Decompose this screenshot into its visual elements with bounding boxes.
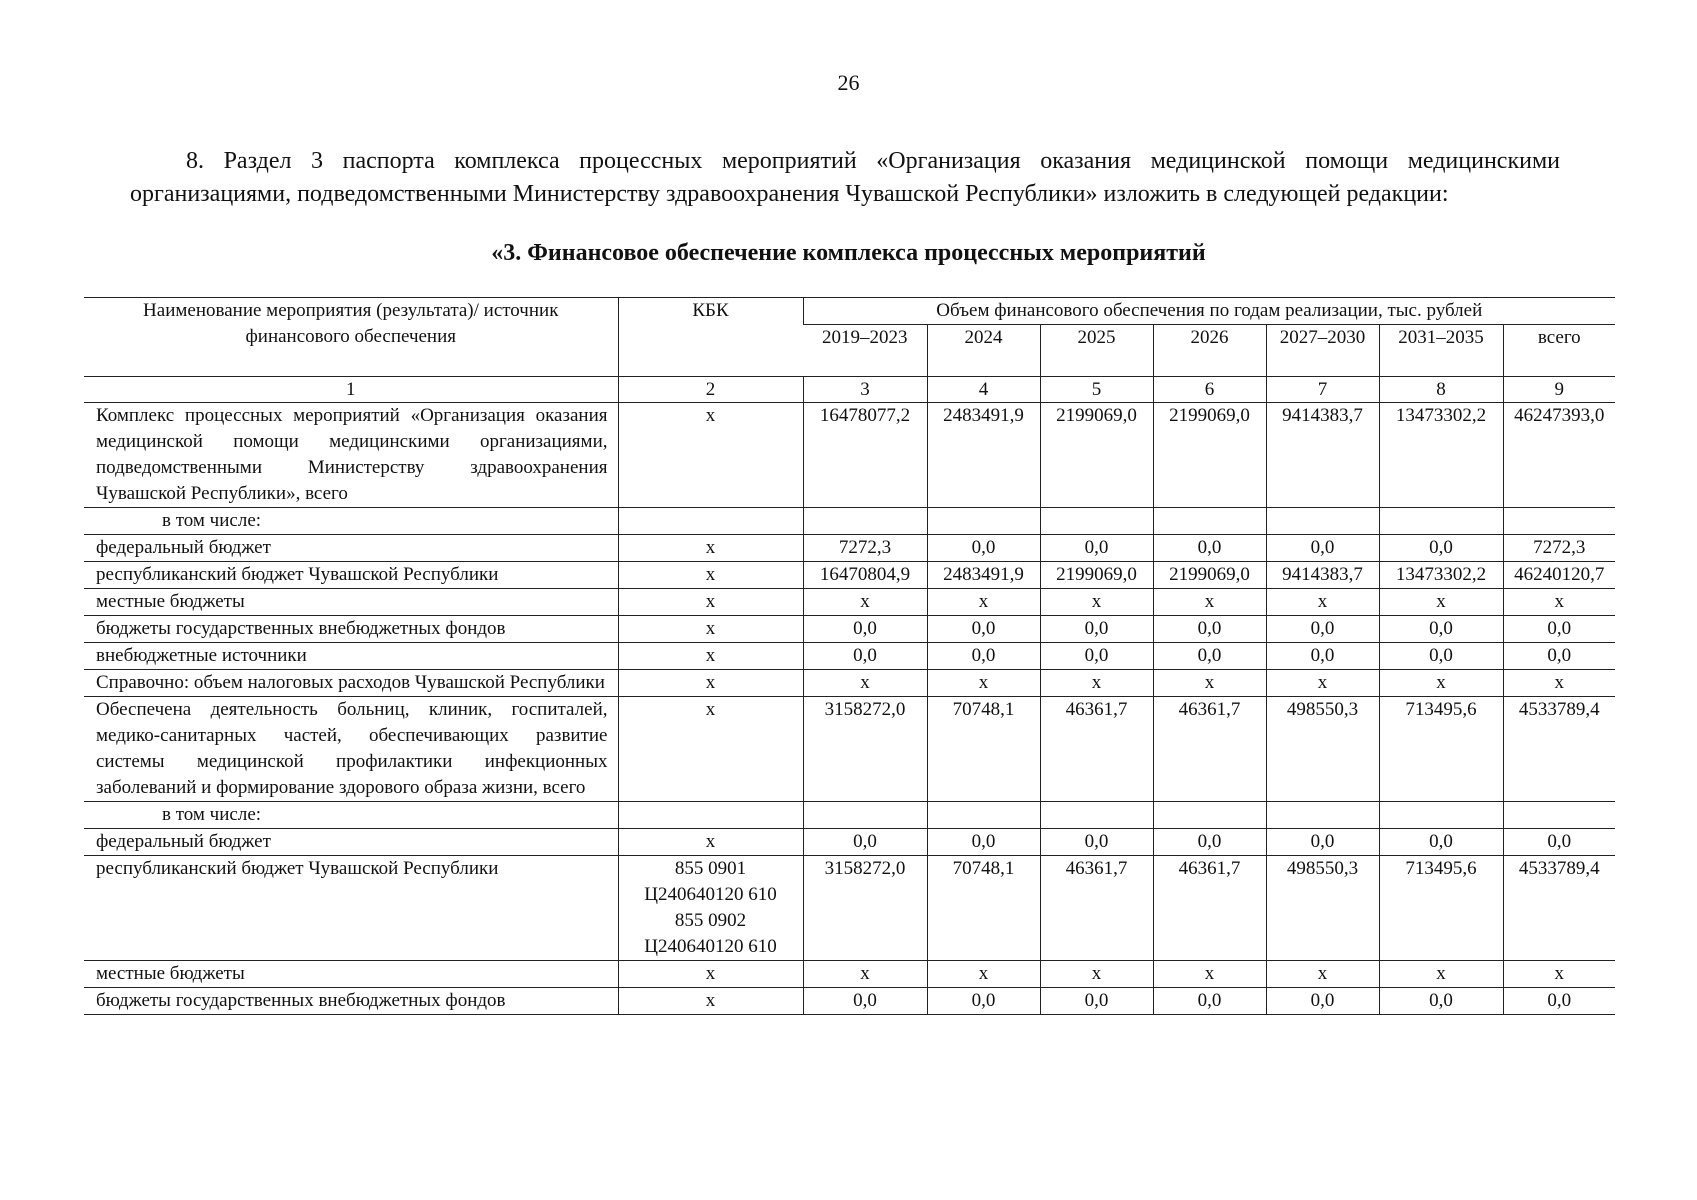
- row-value: х: [1503, 670, 1615, 697]
- column-number: 3: [803, 377, 927, 403]
- column-number: 1: [84, 377, 618, 403]
- row-value: [927, 508, 1040, 535]
- row-kbk: х: [618, 829, 803, 856]
- row-value: [803, 802, 927, 829]
- row-value: [927, 802, 1040, 829]
- intro-paragraph: 8. Раздел 3 паспорта комплекса процессных мероприятий «Организация оказания медицинской помощи медицинскими организациями, подведомственными Министерству здравоохранения Чувашской Республики» изложить в следующей редакции:: [130, 148, 1560, 207]
- row-value: 46361,7: [1040, 856, 1153, 961]
- row-value: 13473302,2: [1379, 403, 1503, 508]
- row-value: 0,0: [1040, 535, 1153, 562]
- row-name: местные бюджеты: [84, 589, 618, 616]
- kbk-line: Ц240640120 610: [644, 884, 777, 905]
- row-value: х: [1040, 961, 1153, 988]
- row-value: х: [1266, 589, 1379, 616]
- row-value: [1379, 508, 1503, 535]
- table-body: [84, 403, 1615, 1015]
- row-name: в том числе:: [84, 508, 618, 535]
- row-value: 0,0: [803, 616, 927, 643]
- row-name: республиканский бюджет Чувашской Республики: [84, 562, 618, 589]
- column-number: 6: [1153, 377, 1266, 403]
- row-value: 0,0: [1153, 829, 1266, 856]
- row-value: х: [927, 670, 1040, 697]
- row-value: 0,0: [1040, 988, 1153, 1015]
- kbk-line: Ц240640120 610: [644, 936, 777, 957]
- row-value: 70748,1: [927, 697, 1040, 802]
- table-row: [84, 961, 1615, 988]
- row-value: 16478077,2: [803, 403, 927, 508]
- header-row-top: [84, 298, 1615, 325]
- header-year: 2031–2035: [1379, 325, 1503, 377]
- row-value: 2483491,9: [927, 403, 1040, 508]
- header-year: всего: [1503, 325, 1615, 377]
- row-value: 0,0: [1266, 829, 1379, 856]
- row-value: 9414383,7: [1266, 562, 1379, 589]
- row-value: 0,0: [1266, 616, 1379, 643]
- row-value: [1153, 802, 1266, 829]
- row-value: х: [1153, 589, 1266, 616]
- row-name: бюджеты государственных внебюджетных фондов: [84, 988, 618, 1015]
- row-value: х: [1379, 589, 1503, 616]
- row-value: 0,0: [1153, 616, 1266, 643]
- row-value: 70748,1: [927, 856, 1040, 961]
- row-name: внебюджетные источники: [84, 643, 618, 670]
- row-value: 0,0: [1503, 988, 1615, 1015]
- header-year: 2025: [1040, 325, 1153, 377]
- column-number: 5: [1040, 377, 1153, 403]
- row-value: х: [803, 670, 927, 697]
- table-row: [84, 562, 1615, 589]
- row-value: 0,0: [927, 643, 1040, 670]
- kbk-line: 855 0901: [674, 858, 747, 879]
- row-name: Комплекс процессных мероприятий «Организация оказания медицинской помощи медицинскими организациями, подведомственными Министерству здравоохранения Чувашской Республики», всего: [84, 403, 618, 508]
- row-value: 0,0: [803, 829, 927, 856]
- row-value: 4533789,4: [1503, 697, 1615, 802]
- row-value: 7272,3: [803, 535, 927, 562]
- table-row: [84, 535, 1615, 562]
- row-value: 0,0: [1379, 988, 1503, 1015]
- row-value: 2199069,0: [1153, 562, 1266, 589]
- row-value: 2199069,0: [1040, 562, 1153, 589]
- row-kbk: х: [618, 670, 803, 697]
- row-value: 0,0: [1379, 643, 1503, 670]
- column-numbers-row: [84, 377, 1615, 403]
- column-number: 4: [927, 377, 1040, 403]
- row-value: 0,0: [1379, 616, 1503, 643]
- row-value: 0,0: [1503, 829, 1615, 856]
- row-value: [1040, 508, 1153, 535]
- row-value: 0,0: [1040, 643, 1153, 670]
- row-value: 0,0: [1379, 535, 1503, 562]
- financing-table: [84, 297, 1615, 1015]
- row-kbk: х: [618, 589, 803, 616]
- row-value: х: [1266, 961, 1379, 988]
- row-value: х: [1040, 589, 1153, 616]
- row-value: 0,0: [803, 643, 927, 670]
- row-kbk: х: [618, 988, 803, 1015]
- column-number: 2: [618, 377, 803, 403]
- table-row: [84, 589, 1615, 616]
- row-name: Справочно: объем налоговых расходов Чувашской Республики: [84, 670, 618, 697]
- header-kbk: КБК: [618, 298, 803, 377]
- row-value: х: [1153, 961, 1266, 988]
- row-value: 0,0: [927, 829, 1040, 856]
- row-value: х: [803, 589, 927, 616]
- row-value: 16470804,9: [803, 562, 927, 589]
- table-row: [84, 670, 1615, 697]
- row-kbk: х: [618, 697, 803, 802]
- row-value: х: [1153, 670, 1266, 697]
- row-value: х: [927, 961, 1040, 988]
- row-value: х: [1266, 670, 1379, 697]
- page-number: 26: [837, 70, 860, 95]
- row-value: 498550,3: [1266, 697, 1379, 802]
- row-value: 0,0: [1040, 616, 1153, 643]
- row-value: 0,0: [1379, 829, 1503, 856]
- row-name: федеральный бюджет: [84, 535, 618, 562]
- row-value: 0,0: [1503, 616, 1615, 643]
- table-row: [84, 829, 1615, 856]
- row-value: 0,0: [1266, 988, 1379, 1015]
- row-kbk: [618, 802, 803, 829]
- table-row: [84, 616, 1615, 643]
- row-value: 46361,7: [1153, 856, 1266, 961]
- row-value: 713495,6: [1379, 856, 1503, 961]
- row-value: 0,0: [927, 988, 1040, 1015]
- row-value: х: [1503, 961, 1615, 988]
- row-value: 46361,7: [1040, 697, 1153, 802]
- row-value: 3158272,0: [803, 697, 927, 802]
- table-row: [84, 643, 1615, 670]
- column-number: 7: [1266, 377, 1379, 403]
- row-value: 7272,3: [1503, 535, 1615, 562]
- row-value: 46240120,7: [1503, 562, 1615, 589]
- header-year: 2027–2030: [1266, 325, 1379, 377]
- row-kbk: х: [618, 562, 803, 589]
- row-value: 498550,3: [1266, 856, 1379, 961]
- row-value: [1266, 802, 1379, 829]
- row-kbk: [618, 508, 803, 535]
- row-name: в том числе:: [84, 802, 618, 829]
- header-year: 2026: [1153, 325, 1266, 377]
- row-value: 0,0: [1040, 829, 1153, 856]
- row-value: 46361,7: [1153, 697, 1266, 802]
- row-value: 4533789,4: [1503, 856, 1615, 961]
- row-value: 713495,6: [1379, 697, 1503, 802]
- row-value: [1503, 508, 1615, 535]
- row-name: Обеспечена деятельность больниц, клиник, госпиталей, медико-санитарных частей, обеспечивающих развитие системы медицинской профилактики инфекционных заболеваний и формирование здорового образа жизни, всего: [84, 697, 618, 802]
- row-value: 0,0: [1153, 643, 1266, 670]
- row-value: 0,0: [1153, 535, 1266, 562]
- row-value: [1379, 802, 1503, 829]
- row-value: 2483491,9: [927, 562, 1040, 589]
- column-number: 9: [1503, 377, 1615, 403]
- row-value: [1040, 802, 1153, 829]
- row-value: 0,0: [1153, 988, 1266, 1015]
- row-value: х: [927, 589, 1040, 616]
- row-kbk: х: [618, 643, 803, 670]
- header-volume: Объем финансового обеспечения по годам реализации, тыс. рублей: [803, 298, 1615, 325]
- section-title: «3. Финансовое обеспечение комплекса процессных мероприятий: [491, 240, 1206, 266]
- header-year: 2019–2023: [803, 325, 927, 377]
- row-name: республиканский бюджет Чувашской Республики: [84, 856, 618, 961]
- row-value: 0,0: [1266, 643, 1379, 670]
- row-kbk: х: [618, 535, 803, 562]
- row-value: [1503, 802, 1615, 829]
- row-value: х: [803, 961, 927, 988]
- row-value: [1153, 508, 1266, 535]
- row-value: 0,0: [927, 535, 1040, 562]
- row-value: 0,0: [1503, 643, 1615, 670]
- row-value: 3158272,0: [803, 856, 927, 961]
- table-row: [84, 988, 1615, 1015]
- row-value: х: [1379, 961, 1503, 988]
- table-row: [84, 802, 1615, 829]
- header-year: 2024: [927, 325, 1040, 377]
- row-kbk: [618, 856, 803, 961]
- row-value: 9414383,7: [1266, 403, 1379, 508]
- row-kbk: х: [618, 616, 803, 643]
- row-name: бюджеты государственных внебюджетных фондов: [84, 616, 618, 643]
- row-value: х: [1379, 670, 1503, 697]
- row-value: 13473302,2: [1379, 562, 1503, 589]
- row-name: местные бюджеты: [84, 961, 618, 988]
- row-value: 0,0: [927, 616, 1040, 643]
- row-value: х: [1040, 670, 1153, 697]
- row-value: 0,0: [803, 988, 927, 1015]
- row-value: 0,0: [1266, 535, 1379, 562]
- row-name: федеральный бюджет: [84, 829, 618, 856]
- table-row: [84, 697, 1615, 802]
- row-kbk: х: [618, 961, 803, 988]
- column-number: 8: [1379, 377, 1503, 403]
- row-value: х: [1503, 589, 1615, 616]
- row-value: 2199069,0: [1153, 403, 1266, 508]
- table-row: [84, 403, 1615, 508]
- row-value: [1266, 508, 1379, 535]
- row-value: [803, 508, 927, 535]
- row-value: 2199069,0: [1040, 403, 1153, 508]
- kbk-line: 855 0902: [674, 910, 747, 931]
- header-name: Наименование мероприятия (результата)/ источник финансового обеспечения: [84, 298, 618, 377]
- row-value: 46247393,0: [1503, 403, 1615, 508]
- table-row: [84, 856, 1615, 961]
- table-row: [84, 508, 1615, 535]
- row-kbk: х: [618, 403, 803, 508]
